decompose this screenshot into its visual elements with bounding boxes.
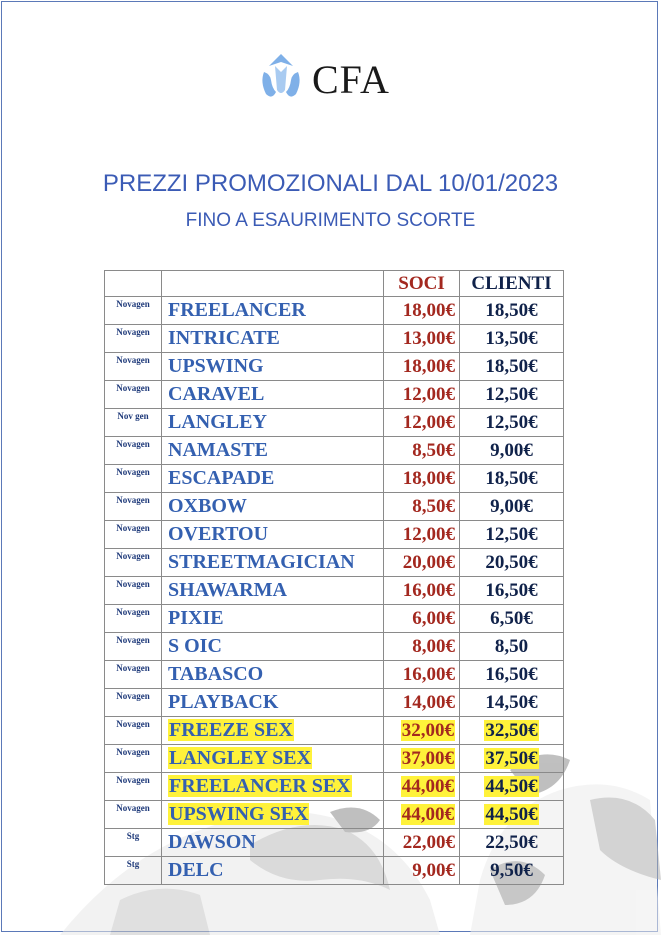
row-product-name-cell: [162, 465, 384, 493]
row-product-name-cell: [162, 661, 384, 689]
row-brand-cell: [105, 717, 162, 745]
page-title: PREZZI PROMOZIONALI DAL 10/01/2023: [102, 170, 559, 197]
row-price-clienti-cell: [460, 745, 564, 773]
row-price-soci: 6,00€: [412, 607, 455, 629]
row-price-soci-cell: [384, 465, 460, 493]
row-brand: Novagen: [116, 775, 150, 785]
row-price-clienti-cell: [460, 325, 564, 353]
row-product-name: NAMASTE: [168, 439, 269, 461]
row-price-clienti-cell: [460, 633, 564, 661]
row-price-soci: 12,00€: [402, 411, 455, 433]
row-brand-cell: [105, 661, 162, 689]
row-product-name: PIXIE: [168, 607, 224, 629]
row-product-name: LANGLEY: [168, 411, 267, 433]
table-row: [105, 633, 564, 661]
table-row: [105, 829, 564, 857]
row-price-soci: 32,00€: [401, 719, 454, 741]
row-product-name-cell: [162, 297, 384, 325]
column-header-name: [162, 271, 384, 297]
row-price-clienti: 18,50€: [485, 299, 538, 321]
row-product-name: ESCAPADE: [168, 467, 275, 489]
table-row: [105, 577, 564, 605]
row-product-name: PLAYBACK: [168, 691, 279, 713]
row-brand: Novagen: [116, 607, 150, 617]
row-brand: Novagen: [116, 691, 150, 701]
table-row: [105, 297, 564, 325]
row-product-name: DAWSON: [168, 831, 256, 853]
table-header-row: [105, 271, 564, 297]
row-price-clienti-cell: [460, 493, 564, 521]
row-product-name: UPSWING: [168, 355, 264, 377]
column-header-clienti: CLIENTI: [460, 271, 564, 297]
row-price-soci-cell: [384, 745, 460, 773]
row-brand-cell: [105, 493, 162, 521]
row-product-name-cell: [162, 745, 384, 773]
table-row: [105, 493, 564, 521]
row-price-clienti: 12,50€: [485, 411, 538, 433]
row-price-clienti-cell: [460, 465, 564, 493]
row-brand: Stg: [126, 859, 140, 869]
row-price-soci: 9,00€: [412, 859, 455, 881]
row-price-clienti: 6,50€: [490, 607, 533, 629]
row-price-clienti: 8,50: [494, 635, 529, 657]
row-brand: Novagen: [116, 495, 150, 505]
row-price-clienti: 14,50€: [485, 691, 538, 713]
row-price-soci: 44,00€: [401, 803, 454, 825]
row-product-name-cell: [162, 689, 384, 717]
row-price-soci-cell: [384, 633, 460, 661]
row-brand-cell: [105, 577, 162, 605]
row-price-clienti-cell: [460, 605, 564, 633]
row-price-clienti: 12,50€: [485, 523, 538, 545]
row-price-soci-cell: [384, 521, 460, 549]
table-row: [105, 409, 564, 437]
row-price-soci: 16,00€: [402, 579, 455, 601]
row-product-name-cell: [162, 353, 384, 381]
row-product-name: INTRICATE: [168, 327, 280, 349]
row-brand: Novagen: [116, 551, 150, 561]
row-price-clienti: 18,50€: [485, 355, 538, 377]
row-price-clienti-cell: [460, 857, 564, 885]
row-price-soci: 20,00€: [402, 551, 455, 573]
row-price-soci: 8,00€: [412, 635, 455, 657]
row-product-name-cell: [162, 857, 384, 885]
row-brand-cell: [105, 325, 162, 353]
row-brand: Novagen: [116, 467, 150, 477]
row-price-soci-cell: [384, 353, 460, 381]
table-row: [105, 549, 564, 577]
row-brand-cell: [105, 297, 162, 325]
row-product-name-cell: [162, 801, 384, 829]
row-price-clienti-cell: [460, 661, 564, 689]
table-row: [105, 465, 564, 493]
row-price-clienti-cell: [460, 549, 564, 577]
row-price-clienti-cell: [460, 717, 564, 745]
row-price-soci: 8,50€: [412, 439, 455, 461]
row-price-soci-cell: [384, 493, 460, 521]
row-product-name-cell: [162, 437, 384, 465]
row-brand-cell: [105, 605, 162, 633]
row-price-clienti-cell: [460, 297, 564, 325]
row-price-clienti: 32,50€: [485, 719, 538, 741]
row-product-name-cell: [162, 605, 384, 633]
row-price-clienti-cell: [460, 689, 564, 717]
row-product-name-cell: [162, 381, 384, 409]
row-brand: Novagen: [116, 299, 150, 309]
row-brand-cell: [105, 409, 162, 437]
row-product-name: UPSWING SEX: [169, 803, 309, 825]
row-price-soci-cell: [384, 297, 460, 325]
row-brand: Nov gen: [117, 411, 149, 421]
row-price-soci-cell: [384, 857, 460, 885]
row-price-soci: 44,00€: [401, 775, 454, 797]
column-header-soci: SOCI: [384, 271, 460, 297]
row-price-soci: 8,50€: [412, 495, 455, 517]
row-product-name-cell: [162, 521, 384, 549]
row-price-soci: 16,00€: [402, 663, 455, 685]
row-price-soci-cell: [384, 801, 460, 829]
cfa-logo: [256, 52, 416, 102]
row-brand: Novagen: [116, 719, 150, 729]
row-product-name-cell: [162, 829, 384, 857]
row-price-clienti-cell: [460, 437, 564, 465]
row-brand: Novagen: [116, 355, 150, 365]
row-brand: Novagen: [116, 327, 150, 337]
row-brand: Novagen: [116, 803, 150, 813]
row-price-clienti-cell: [460, 773, 564, 801]
row-price-clienti: 20,50€: [485, 551, 538, 573]
cfa-logo-icon: [256, 52, 306, 102]
row-brand: Novagen: [116, 439, 150, 449]
price-table: [104, 270, 564, 885]
row-product-name-cell: [162, 717, 384, 745]
table-row: [105, 801, 564, 829]
row-product-name: DELC: [168, 859, 224, 881]
row-product-name-cell: [162, 493, 384, 521]
table-row: [105, 437, 564, 465]
table-row: [105, 381, 564, 409]
row-product-name: SHAWARMA: [168, 579, 287, 601]
table-row: [105, 773, 564, 801]
row-price-clienti-cell: [460, 521, 564, 549]
row-brand-cell: [105, 353, 162, 381]
row-product-name-cell: [162, 409, 384, 437]
row-price-clienti-cell: [460, 577, 564, 605]
row-price-clienti: 44,50€: [485, 803, 538, 825]
row-product-name-cell: [162, 773, 384, 801]
row-brand-cell: [105, 633, 162, 661]
row-brand: Novagen: [116, 747, 150, 757]
row-product-name-cell: [162, 549, 384, 577]
row-price-clienti: 16,50€: [485, 663, 538, 685]
row-price-soci: 12,00€: [402, 383, 455, 405]
row-price-clienti: 44,50€: [485, 775, 538, 797]
row-brand: Novagen: [116, 635, 150, 645]
row-price-clienti-cell: [460, 381, 564, 409]
row-brand-cell: [105, 689, 162, 717]
row-price-soci-cell: [384, 325, 460, 353]
row-brand-cell: [105, 521, 162, 549]
row-brand-cell: [105, 465, 162, 493]
row-product-name: STREETMAGICIAN: [168, 551, 355, 573]
table-row: [105, 325, 564, 353]
row-product-name-cell: [162, 325, 384, 353]
row-price-soci: 18,00€: [402, 355, 455, 377]
row-brand-cell: [105, 829, 162, 857]
table-row: [105, 745, 564, 773]
row-price-clienti: 13,50€: [485, 327, 538, 349]
row-product-name-cell: [162, 577, 384, 605]
row-price-soci-cell: [384, 437, 460, 465]
row-product-name: FREELANCER SEX: [169, 775, 351, 797]
row-product-name: FREELANCER: [168, 299, 306, 321]
row-price-clienti-cell: [460, 353, 564, 381]
table-row: [105, 717, 564, 745]
table-row: [105, 661, 564, 689]
row-price-soci-cell: [384, 409, 460, 437]
row-product-name: S OIC: [168, 635, 222, 657]
row-brand-cell: [105, 773, 162, 801]
row-price-clienti: 37,50€: [485, 747, 538, 769]
table-row: [105, 353, 564, 381]
cfa-logo-text: CFA: [312, 57, 390, 102]
row-brand-cell: [105, 549, 162, 577]
row-price-clienti: 18,50€: [485, 467, 538, 489]
row-price-soci-cell: [384, 829, 460, 857]
row-price-soci: 14,00€: [402, 691, 455, 713]
row-brand: Novagen: [116, 383, 150, 393]
table-row: [105, 521, 564, 549]
row-price-soci-cell: [384, 549, 460, 577]
row-price-soci-cell: [384, 577, 460, 605]
row-brand: Novagen: [116, 663, 150, 673]
row-price-clienti: 9,50€: [490, 859, 533, 881]
table-row: [105, 605, 564, 633]
row-brand: Novagen: [116, 579, 150, 589]
row-price-soci-cell: [384, 605, 460, 633]
table-row: [105, 689, 564, 717]
column-header-brand: [105, 271, 162, 297]
row-price-clienti-cell: [460, 829, 564, 857]
row-brand-cell: [105, 381, 162, 409]
row-price-soci-cell: [384, 689, 460, 717]
row-product-name: LANGLEY SEX: [169, 747, 312, 769]
row-product-name: OVERTOU: [168, 523, 269, 545]
price-table-body: [105, 297, 564, 885]
row-price-clienti: 22,50€: [485, 831, 538, 853]
row-product-name: TABASCO: [168, 663, 264, 685]
row-brand: Novagen: [116, 523, 150, 533]
row-price-clienti: 12,50€: [485, 383, 538, 405]
page-subtitle: FINO A ESAURIMENTO SCORTE: [185, 210, 476, 231]
row-price-soci-cell: [384, 381, 460, 409]
row-price-soci: 18,00€: [402, 467, 455, 489]
row-price-soci: 37,00€: [401, 747, 454, 769]
row-product-name: FREEZE SEX: [169, 719, 293, 741]
row-brand-cell: [105, 437, 162, 465]
row-price-soci: 18,00€: [402, 299, 455, 321]
row-brand: Stg: [126, 831, 140, 841]
row-price-soci: 12,00€: [402, 523, 455, 545]
table-row: [105, 857, 564, 885]
row-price-soci: 13,00€: [402, 327, 455, 349]
row-price-soci-cell: [384, 717, 460, 745]
row-brand-cell: [105, 801, 162, 829]
row-product-name: CARAVEL: [168, 383, 265, 405]
row-brand-cell: [105, 745, 162, 773]
row-price-soci-cell: [384, 661, 460, 689]
row-price-soci: 22,00€: [402, 831, 455, 853]
row-product-name: OXBOW: [168, 495, 247, 517]
row-brand-cell: [105, 857, 162, 885]
row-price-soci-cell: [384, 773, 460, 801]
row-price-clienti-cell: [460, 801, 564, 829]
row-price-clienti: 16,50€: [485, 579, 538, 601]
row-price-clienti: 9,00€: [490, 439, 533, 461]
row-price-clienti-cell: [460, 409, 564, 437]
row-product-name-cell: [162, 633, 384, 661]
row-price-clienti: 9,00€: [490, 495, 533, 517]
